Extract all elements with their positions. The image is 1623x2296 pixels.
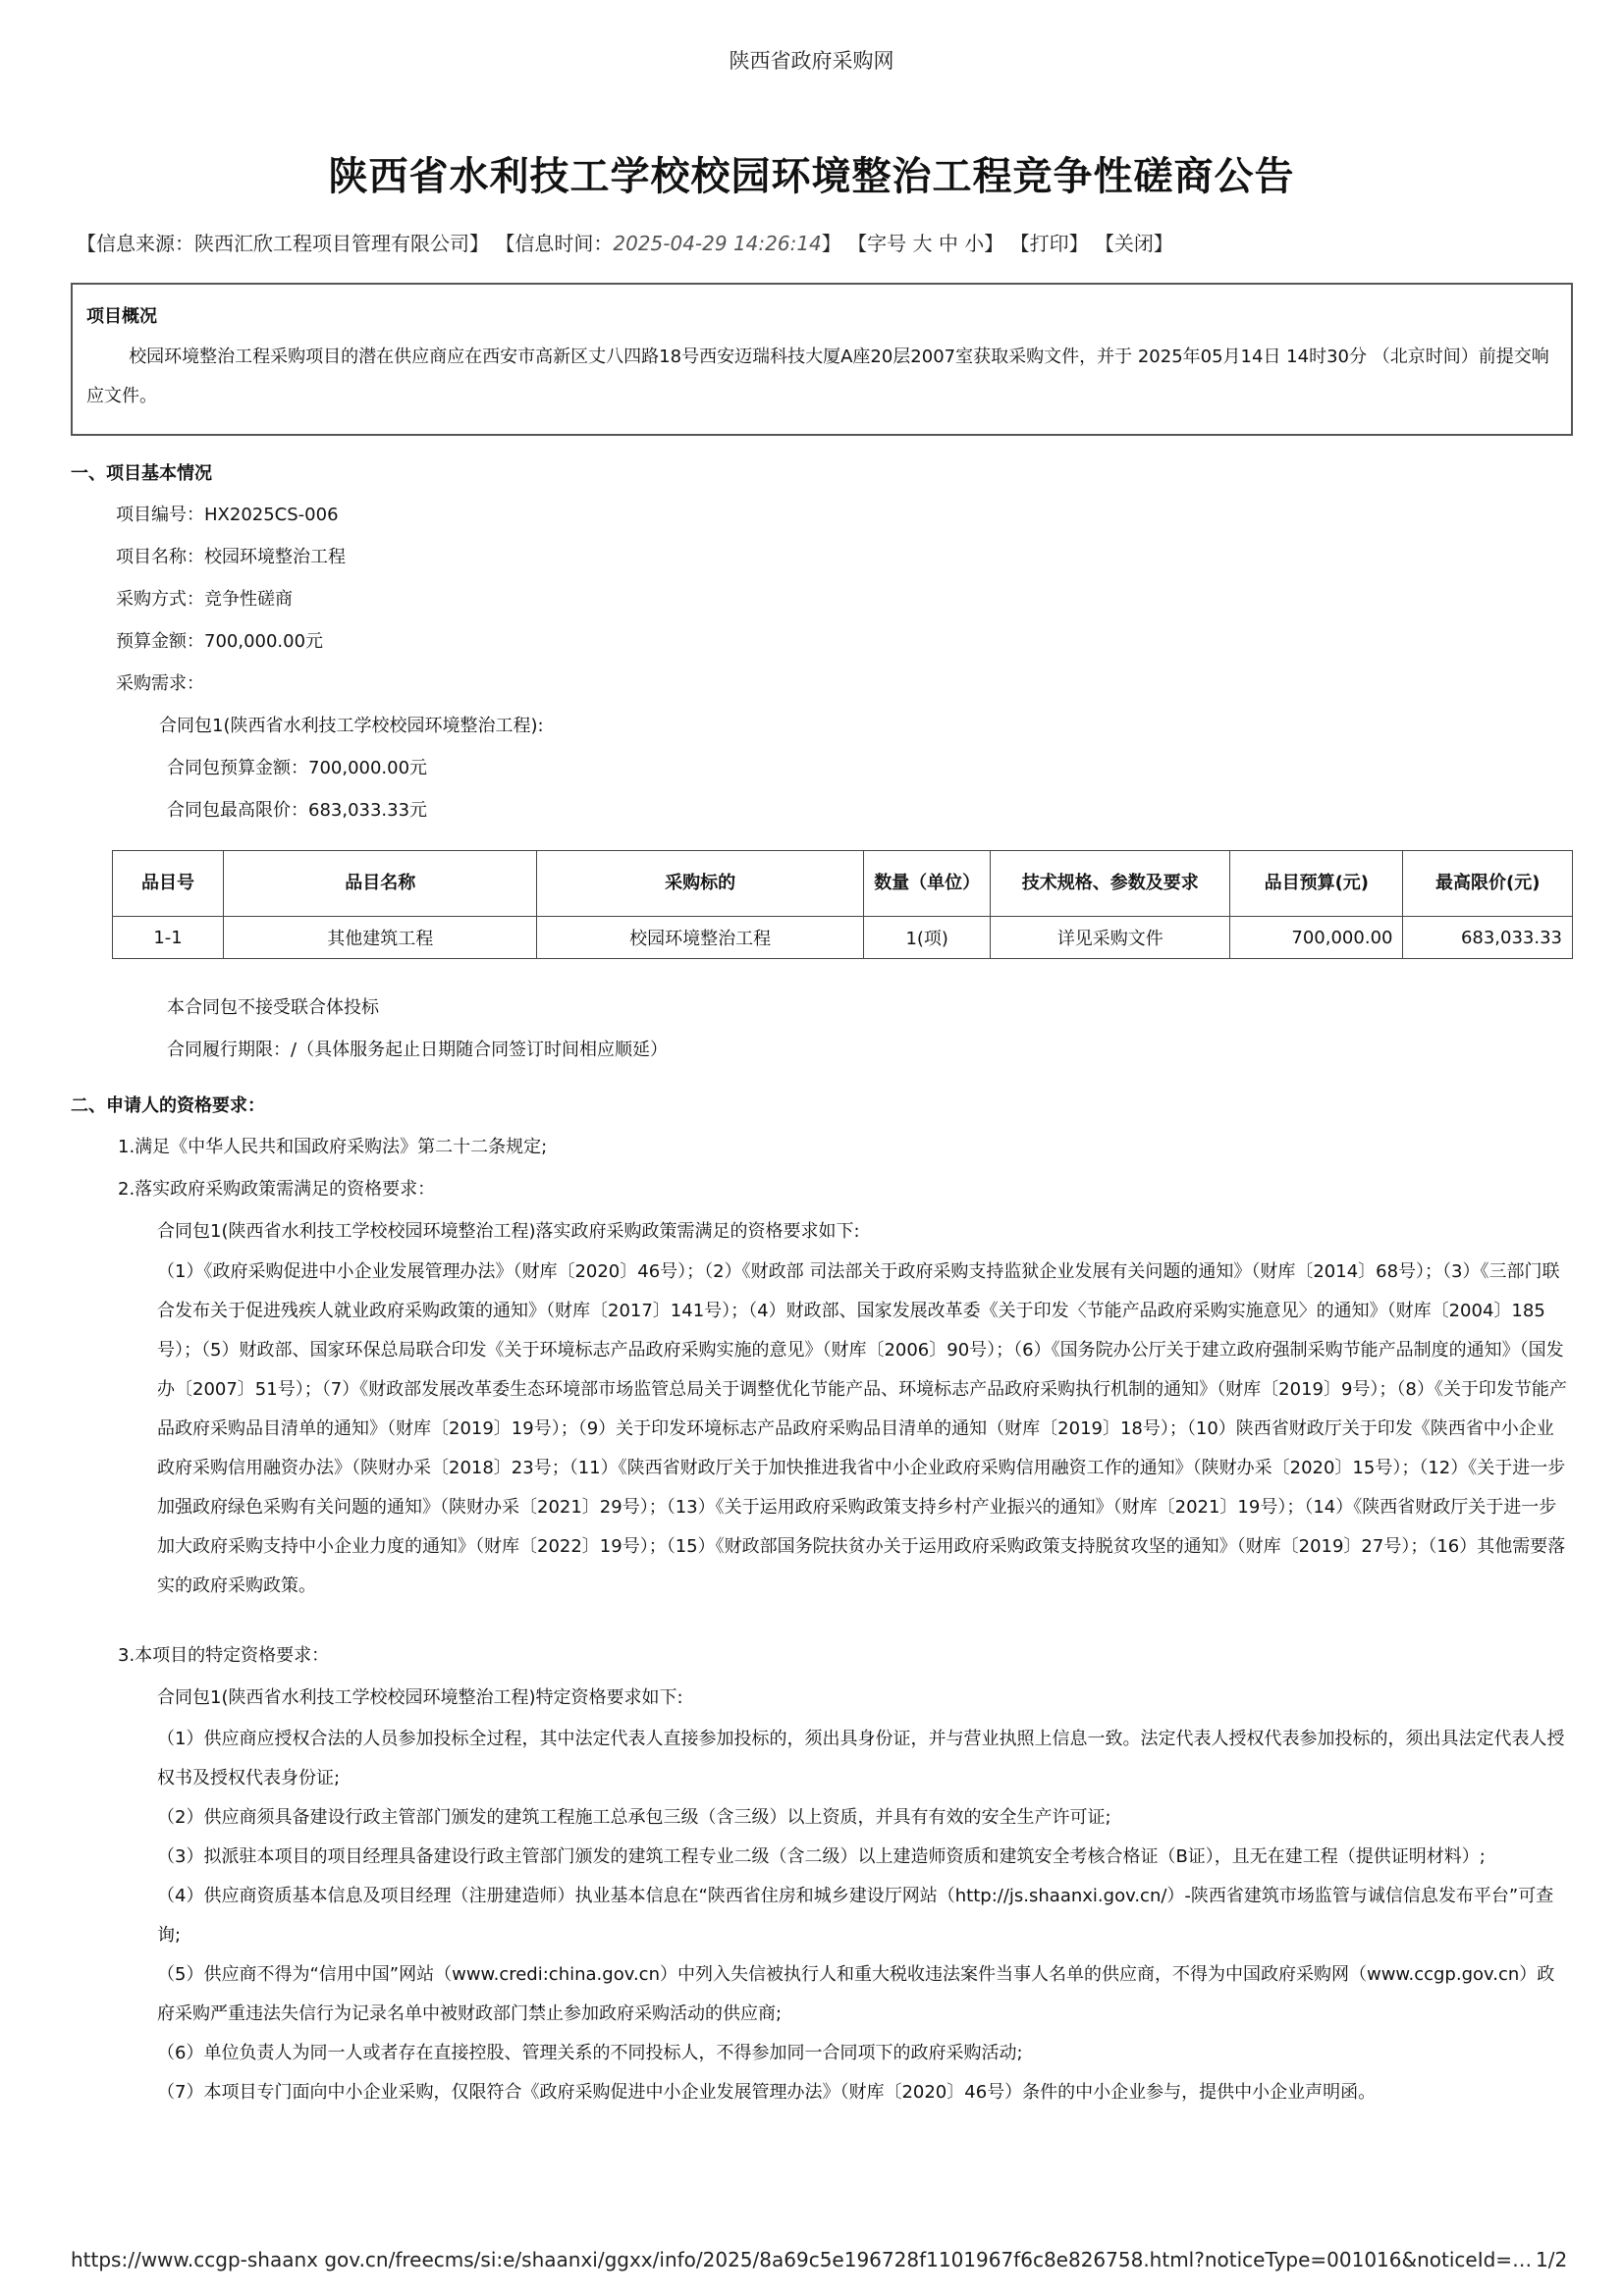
time-label: 【信息时间：: [495, 232, 614, 255]
cell-quantity: 1(项): [863, 917, 991, 959]
page-title: 陕西省水利技工学校校园环境整治工程竞争性磋商公告: [328, 154, 1295, 199]
header-specs: 技术规格、参数及要求: [991, 851, 1230, 917]
header-item-no: 品目号: [113, 851, 224, 917]
specific-requirement-item: （1）供应商应授权合法的人员参加投标全过程，其中法定代表人直接参加投标的，须出具身份证，并与营业执照上信息一致。法定代表人授权代表参加投标的，须出具法定代表人授权书及授权代表身份证;: [157, 1729, 1565, 1789]
header-target: 采购标的: [537, 851, 864, 917]
purchase-demand: 采购需求：: [116, 673, 204, 694]
purchase-method: 采购方式：竞争性磋商: [116, 589, 293, 610]
cell-item-budget: 700,000.00: [1230, 917, 1403, 959]
qualification-item3: 3.本项目的特定资格要求：: [118, 1645, 330, 1666]
header-item-budget: 品目预算(元): [1230, 851, 1403, 917]
contract-period: 合同履行期限：/（具体服务起止日期随合同签订时间相应顺延）: [167, 1040, 669, 1060]
print-link[interactable]: 【打印】: [1009, 232, 1089, 255]
font-size-control[interactable]: 【字号 大 中 小】: [847, 232, 1004, 255]
source-end: 】: [469, 232, 489, 255]
footer-page-number: 1/2: [1536, 2248, 1568, 2271]
section1-heading: 一、项目基本情况: [71, 463, 212, 484]
package-budget: 合同包预算金额：700,000.00元: [167, 758, 428, 778]
specific-requirement-item: （3）拟派驻本项目的项目经理具备建设行政主管部门颁发的建筑工程专业二级（含二级）以上建造师资质和建筑安全考核合格证（B证），且无在建工程（提供证明材料）;: [157, 1846, 1486, 1867]
package-title: 合同包1(陕西省水利技工学校校园环境整治工程):: [159, 716, 544, 736]
project-no: 项目编号：HX2025CS-006: [116, 505, 339, 525]
table-header-row: [113, 851, 1573, 917]
site-name: 陕西省政府采购网: [729, 49, 894, 73]
budget-amount: 预算金额：700,000.00元: [116, 631, 324, 652]
items-table: [112, 850, 1573, 959]
qualification-item2: 2.落实政府采购政策需满足的资格要求：: [118, 1179, 436, 1200]
header-max-price: 最高限价(元): [1403, 851, 1573, 917]
policy-list-text: （1）《政府采购促进中小企业发展管理办法》（财库〔2020〕46号）；（2）《财政部 司法部关于政府采购支持监狱企业发展有关问题的通知》（财库〔2014〕68号）；（3）《三部门联合发布关于促进残疾人就业政府采购政策的通知》（财库〔2017〕141号）；（4）财政部、国家发展改革委《关于印发〈节能产品政府采购实施意见〉的通知》（财库〔2004〕185号）；（5）财政部、国家环保总局联合印发《关于环境标志产品政府采购实施的意见》（财库〔2006〕90号）；（6）《国务院办公厅关于建立政府强制采购节能产品制度的通知》（国发办〔2007〕51号）；（7）《财政部发展改革委生态环境部市场监管总局关于调整优化节能产品、环境标志产品政府采购执行机制的通知》（财库〔2019〕9号）；（8）《关于印发节能产品政府采购品目清单的通知》（财库〔2019〕19号）；（9）关于印发环境标志产品政府采购品目清单的通知（财库〔2019〕18号）；（10）陕西省财政厅关于印发《陕西省中小企业政府采购信用融资办法》（陕财办采〔2018〕23号；（11）《陕西省财政厅关于加快推进我省中小企业政府采购信用融资工作的通知》（陕财办采〔2020〕15号）；（12）《关于进一步加强政府绿色采购有关问题的通知》（陕财办采〔2021〕29号）；（13）《关于运用政府采购政策支持乡村产业振兴的通知》（财库〔2021〕19号）；（14）《陕西省财政厅关于进一步加大政府采购支持中小企业力度的通知》（财库〔2022〕19号）；（15）《财政部国务院扶贫办关于运用政府采购政策支持脱贫攻坚的通知》（财库〔2019〕27号）；（16）其他需要落实的政府采购政策。: [157, 1261, 1567, 1596]
cell-specs: 详见采购文件: [991, 917, 1230, 959]
meta-bar: [77, 228, 1173, 256]
cell-item-name: 其他建筑工程: [224, 917, 537, 959]
table-row: [113, 917, 1573, 959]
package-max-price: 合同包最高限价：683,033.33元: [167, 800, 428, 821]
qualification-item1: 1.满足《中华人民共和国政府采购法》第二十二条规定;: [118, 1137, 548, 1157]
header-quantity: 数量（单位）: [863, 851, 991, 917]
overview-box: [71, 283, 1573, 436]
overview-text: 校园环境整治工程采购项目的潜在供应商应在西安市高新区丈八四路18号西安迈瑞科技大厦A座20层2007室获取采购文件，并于 2025年05月14日 14时30分 （北京时间）前提交响应文件。: [86, 347, 1549, 406]
footer-url: https://www.ccgp-shaanx gov.cn/freecms/si:e/shaanxi/ggxx/info/2025/8a69c5e196728f1101967f6c8e826758.html?noticeType=001016&noticeId=…: [71, 2248, 1533, 2271]
time-value: 2025-04-29 14:26:14: [613, 232, 822, 255]
cell-target: 校园环境整治工程: [537, 917, 864, 959]
project-name: 项目名称：校园环境整治工程: [116, 547, 346, 567]
close-link[interactable]: 【关闭】: [1094, 232, 1173, 255]
specific-requirement-item: （5）供应商不得为“信用中国”网站（www.credi:china.gov.cn）中列入失信被执行人和重大税收违法案件当事人名单的供应商，不得为中国政府采购网（www.ccgp.gov.cn）政府采购严重违法失信行为记录名单中被财政部门禁止参加政府采购活动的供应商;: [157, 1964, 1555, 2024]
cell-max-price: 683,033.33: [1403, 917, 1573, 959]
specific-requirement-item: （7）本项目专门面向中小企业采购，仅限符合《政府采购促进中小企业发展管理办法》（财库〔2020〕46号）条件的中小企业参与，提供中小企业声明函。: [157, 2082, 1377, 2103]
qualification-item3-intro: 合同包1(陕西省水利技工学校校园环境整治工程)特定资格要求如下:: [157, 1687, 683, 1708]
specific-requirement-item: （4）供应商资质基本信息及项目经理（注册建造师）执业基本信息在“陕西省住房和城乡建设厅网站（http://js.shaanxi.gov.cn/）-陕西省建筑市场监管与诚信信息发布平台”可查询;: [157, 1886, 1554, 1946]
section2-heading: 二、申请人的资格要求：: [71, 1095, 265, 1116]
source-label: 【信息来源：: [77, 232, 194, 255]
source-value: 陕西汇欣工程项目管理有限公司: [194, 232, 469, 255]
cell-item-no: 1-1: [113, 917, 224, 959]
overview-heading: 项目概况: [86, 306, 157, 327]
specific-requirements: [157, 1720, 1571, 2112]
policy-paragraph: [157, 1253, 1571, 1606]
specific-requirement-item: （6）单位负责人为同一人或者存在直接控股、管理关系的不同投标人，不得参加同一合同项下的政府采购活动;: [157, 2043, 1023, 2063]
header-item-name: 品目名称: [224, 851, 537, 917]
qualification-item2-intro: 合同包1(陕西省水利技工学校校园环境整治工程)落实政府采购政策需满足的资格要求如下:: [157, 1221, 860, 1242]
time-end: 】: [821, 232, 841, 255]
no-consortium-note: 本合同包不接受联合体投标: [167, 997, 379, 1018]
specific-requirement-item: （2）供应商须具备建设行政主管部门颁发的建筑工程施工总承包三级（含三级）以上资质，并具有有效的安全生产许可证;: [157, 1807, 1111, 1828]
